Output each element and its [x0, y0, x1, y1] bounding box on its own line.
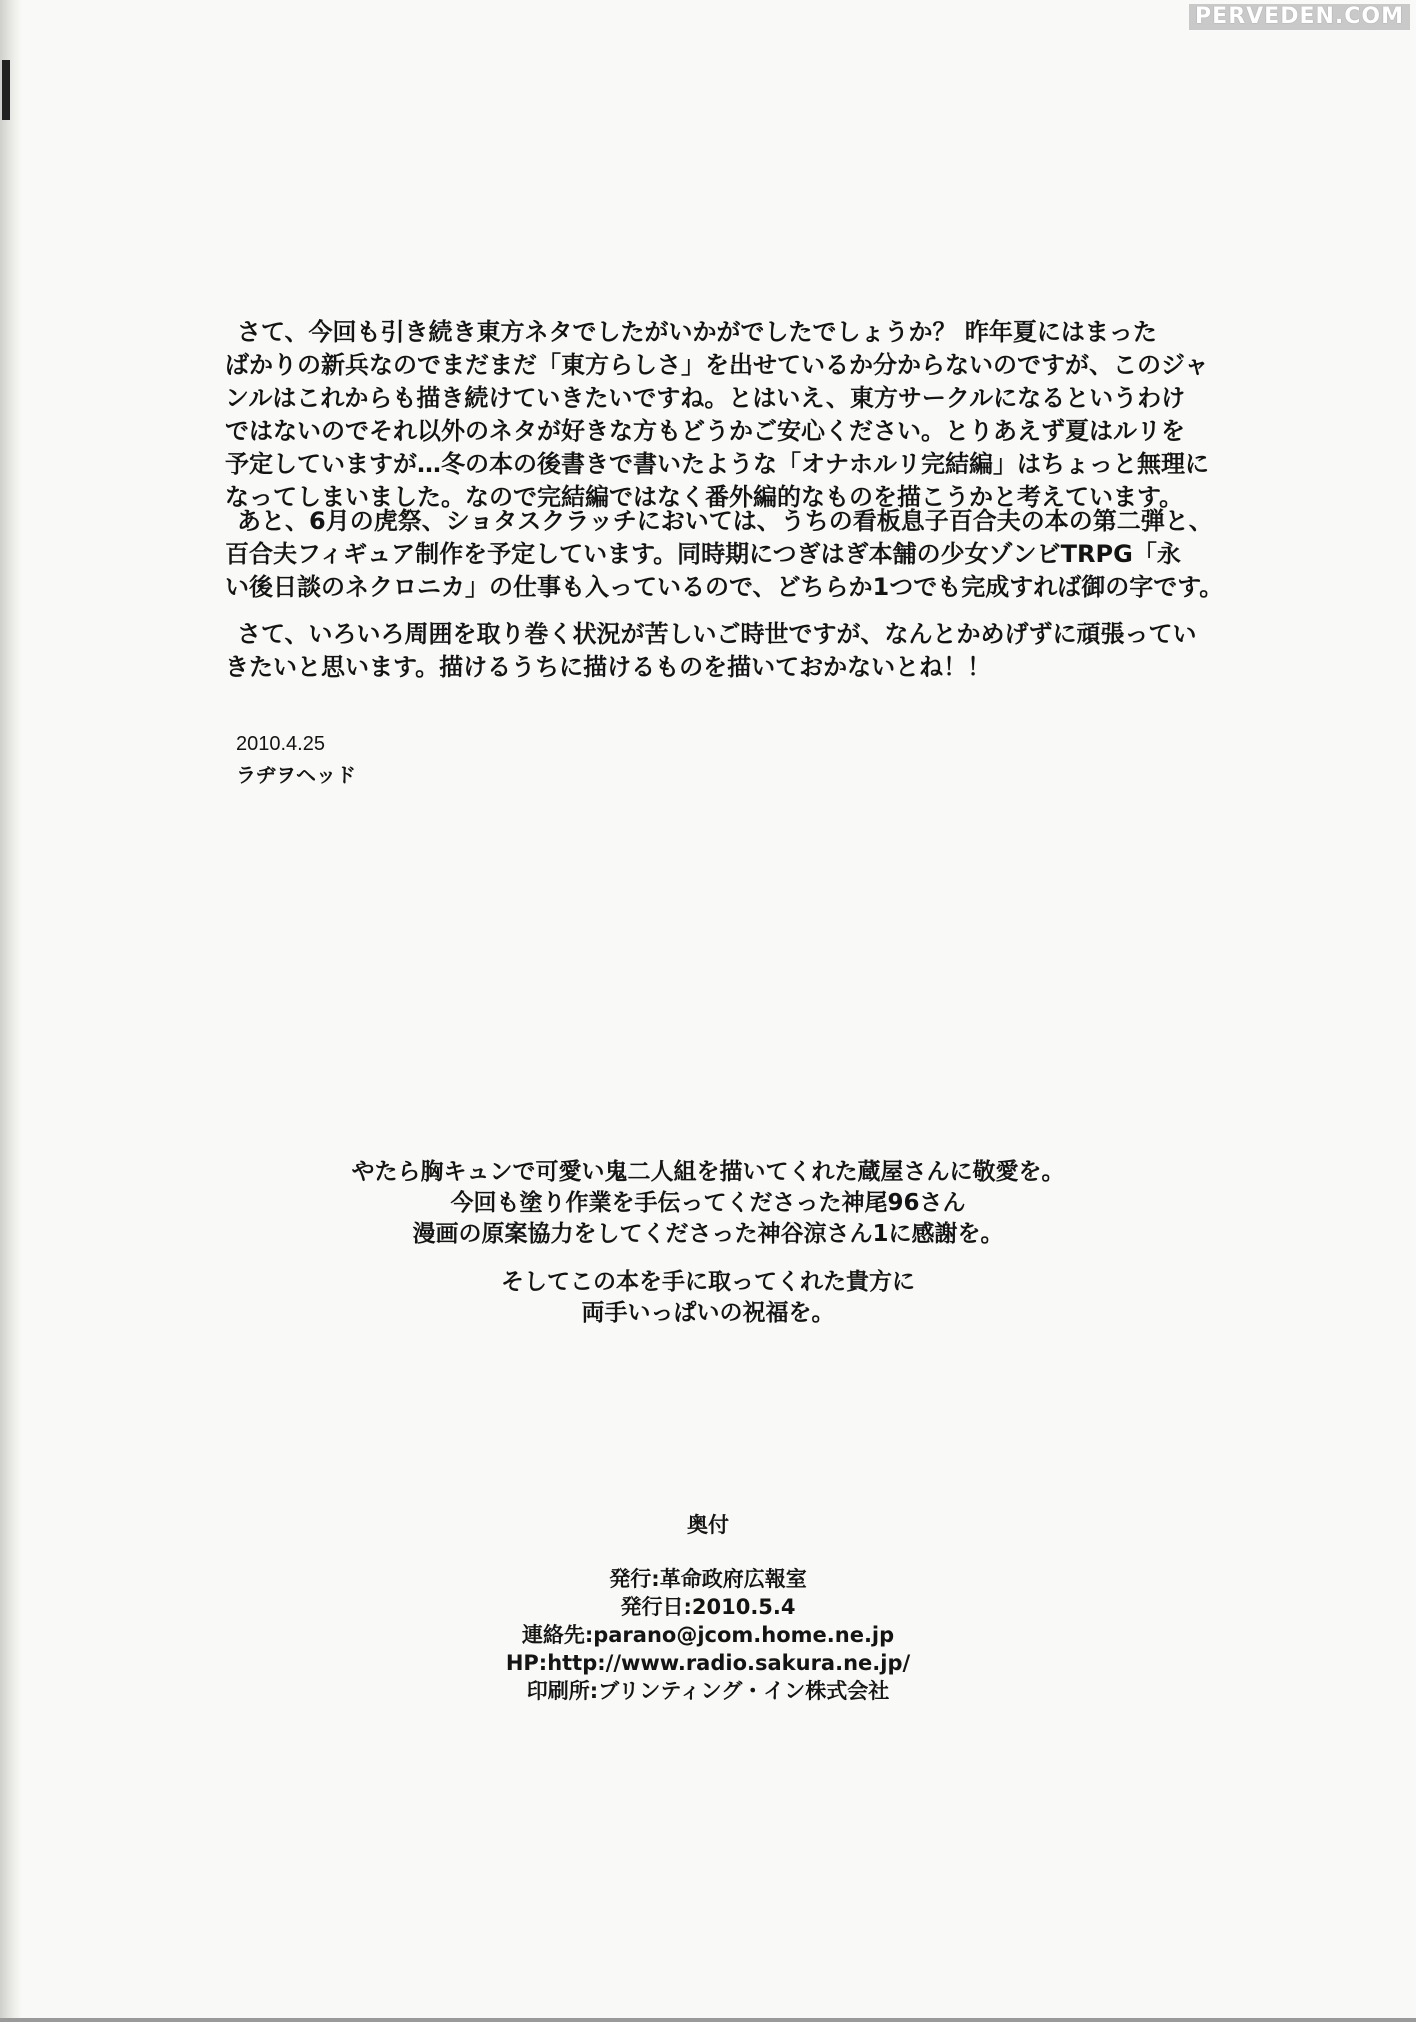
- afterword-author: ラヂヲヘッド: [236, 765, 356, 787]
- text-line: ンルはこれからも描き続けていきたいですね。とはいえ、東方サークルになるというわけ: [225, 384, 1186, 412]
- afterword-date: 2010.4.25: [236, 733, 325, 755]
- text-line: さて、いろいろ周囲を取り巻く状況が苦しいご時世ですが、なんとかめげずに頑張ってい: [237, 620, 1197, 648]
- thanks-line: やたら胸キュンで可愛い鬼二人組を描いてくれた蔵屋さんに敬愛を。: [351, 1159, 1065, 1185]
- thanks-line: 今回も塗り作業を手伝ってくださった神尾96さん: [450, 1190, 966, 1216]
- afterword-paragraph-3: [225, 618, 1225, 684]
- colophon-printer: 印刷所:ブリンティング・イン株式会社: [526, 1679, 890, 1703]
- thanks-line: 漫画の原案協力をしてくださった神谷涼さん1に感謝を。: [412, 1221, 1004, 1247]
- text-line: さて、今回も引き続き東方ネタでしたがいかがでしたでしょうか？ 昨年夏にはまった: [237, 318, 1157, 346]
- acknowledgements: [0, 1157, 1416, 1250]
- text-line: ばかりの新兵なのでまだまだ「東方らしさ」を出せているか分からないのですが、このジャ: [225, 351, 1209, 379]
- text-line: ではないのでそれ以外のネタが好きな方もどうかご安心ください。とりあえず夏はルリを: [225, 417, 1185, 445]
- text-line: 予定していますが…冬の本の後書きで書いたような「オナホルリ完結編」はちょっと無理に: [225, 450, 1209, 478]
- afterword-paragraph-2: [225, 505, 1225, 604]
- colophon-publisher: 発行:革命政府広報室: [609, 1567, 807, 1591]
- colophon-contact: 連絡先:parano@jcom.home.ne.jp: [521, 1623, 895, 1647]
- text-line: い後日談のネクロニカ」の仕事も入っているので、どちらか1つでも完成すれば御の字です。: [225, 573, 1224, 601]
- text-line: あと、6月の虎祭、ショタスクラッチにおいては、うちの看板息子百合夫の本の第二弾と、: [237, 507, 1213, 535]
- colophon-title: 奥付: [687, 1513, 729, 1537]
- text-line: 百合夫フィギュア制作を予定しています。同時期につぎはぎ本舗の少女ゾンビTRPG「永: [225, 540, 1181, 568]
- binding-edge: [0, 0, 22, 2022]
- colophon-date: 発行日:2010.5.4: [620, 1595, 796, 1619]
- text-line: なってしまいました。なので完結編ではなく番外編的なものを描こうかと考えています。: [225, 483, 1184, 511]
- blessing-line: そしてこの本を手に取ってくれた貴方に: [501, 1269, 915, 1295]
- bottom-edge: [0, 2018, 1416, 2022]
- blessing-line: 両手いっぱいの祝福を。: [581, 1300, 835, 1326]
- text-line: きたいと思います。描けるうちに描けるものを描いておかないとね！！: [225, 653, 992, 681]
- afterword-paragraph-1: [225, 316, 1225, 514]
- colophon-homepage: HP:http://www.radio.sakura.ne.jp/: [505, 1651, 911, 1675]
- blessing: [0, 1267, 1416, 1329]
- binding-mark: [2, 60, 10, 120]
- watermark: PERVEDEN.COM: [1189, 4, 1410, 30]
- colophon-details: [0, 1565, 1416, 1705]
